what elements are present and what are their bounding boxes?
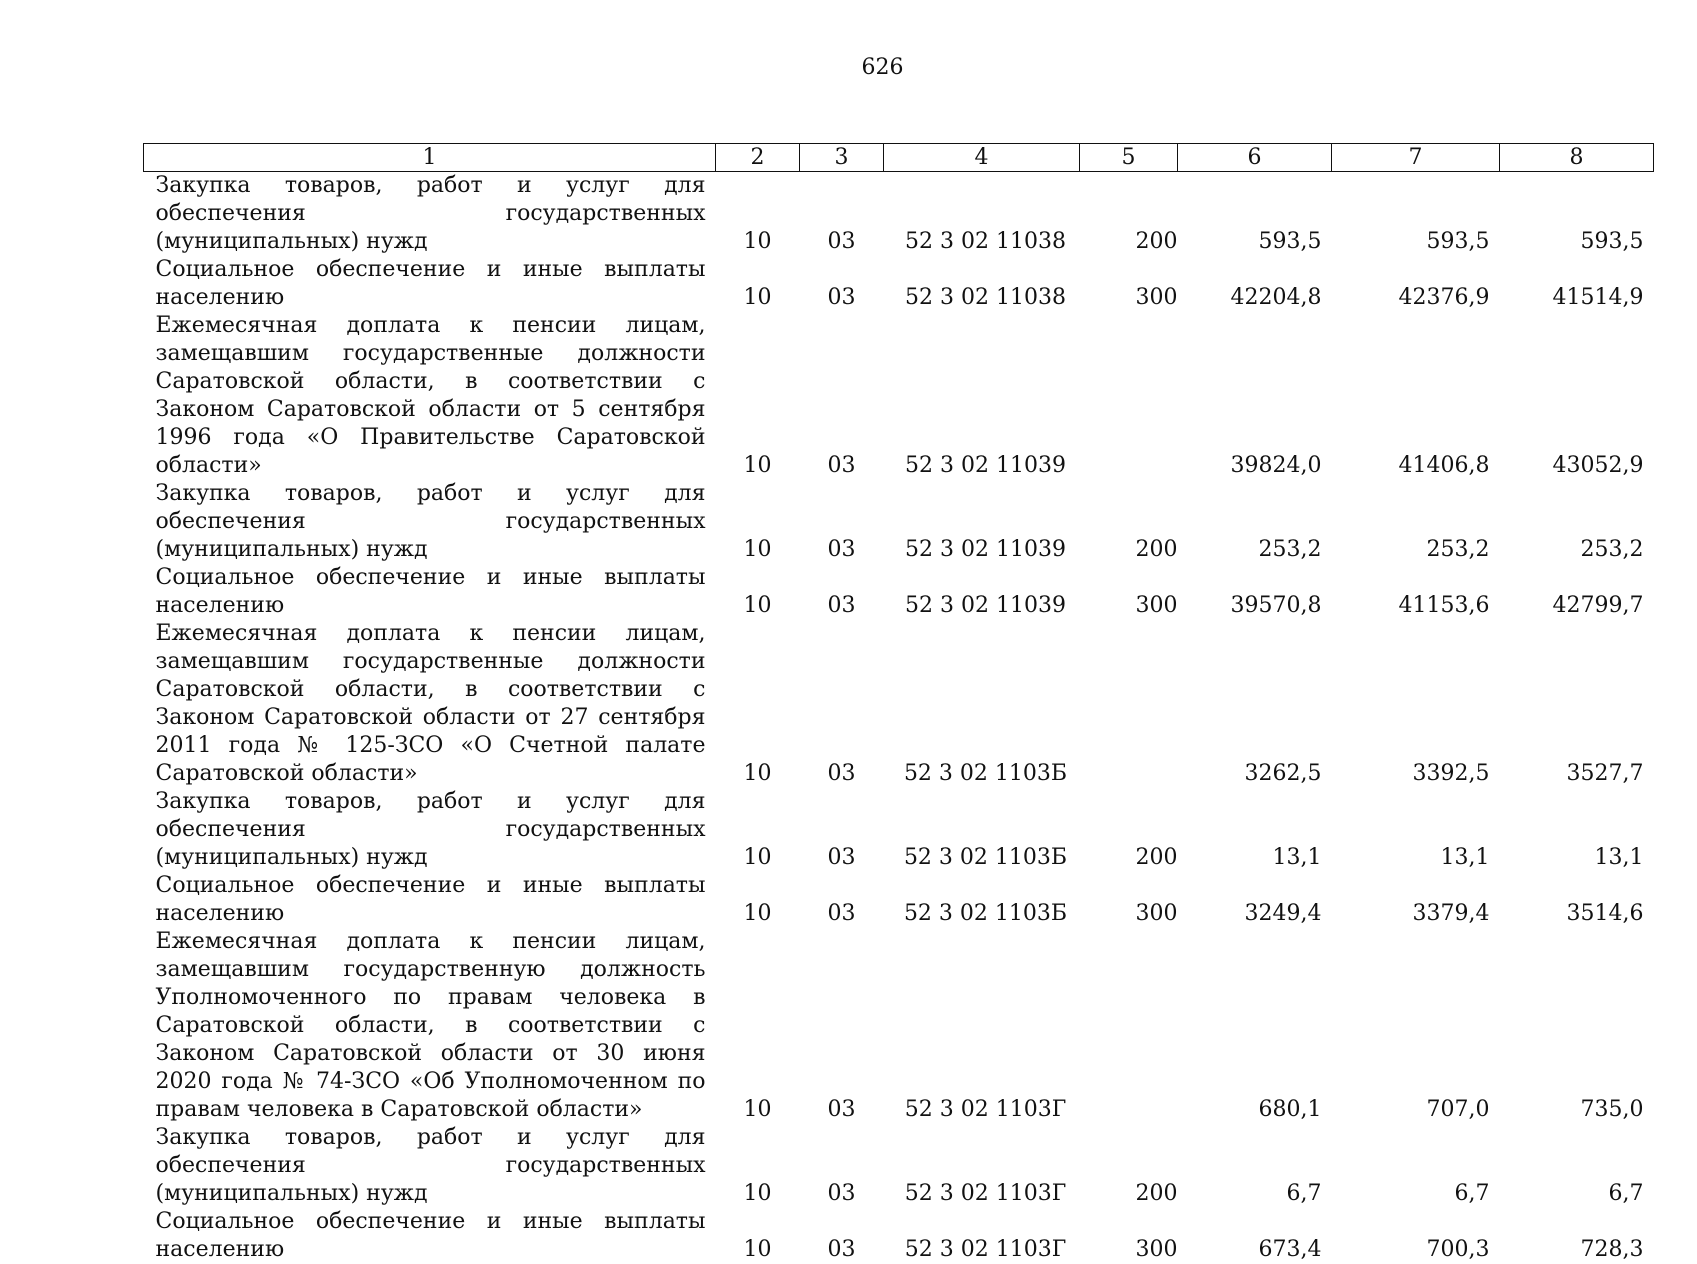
- table-row: [144, 620, 1654, 788]
- page-number: 626: [861, 55, 904, 80]
- amount-col-8: 3527,7: [1566, 761, 1644, 786]
- table-row: [144, 1124, 1654, 1208]
- expense-type-code: 200: [1135, 845, 1178, 870]
- amount-col-6: 3262,5: [1244, 761, 1322, 786]
- amount-col-7: 41153,6: [1398, 593, 1490, 618]
- subsection-code: 03: [827, 285, 856, 310]
- subsection-code: 03: [827, 229, 856, 254]
- column-header-8: 8: [1500, 144, 1654, 172]
- expense-type-code: [1080, 312, 1178, 480]
- column-header-1: 1: [144, 144, 716, 172]
- expense-type-code: [1080, 928, 1178, 1124]
- section-code: 10: [743, 453, 772, 478]
- amount-col-8: 735,0: [1580, 1097, 1644, 1122]
- amount-col-8: 6,7: [1608, 1181, 1644, 1206]
- amount-col-8: 3514,6: [1566, 901, 1644, 926]
- row-description: Социальное обеспечение и иные выплаты населению: [155, 873, 706, 926]
- column-header-6: 6: [1178, 144, 1332, 172]
- amount-col-8: 41514,9: [1552, 285, 1644, 310]
- target-article-code: 52 3 02 1103Б: [903, 761, 1068, 786]
- section-code: 10: [743, 1097, 772, 1122]
- target-article-code: 52 3 02 1103Г: [904, 1097, 1067, 1122]
- row-description: Ежемесячная доплата к пенсии лицам, замещавшим государственные должности Саратовской области, в соответствии с Законом Саратовской области от 5 сентября 1996 года «О Правительстве Саратовской области»: [155, 313, 706, 478]
- budget-table: [143, 143, 1654, 1264]
- target-article-code: 52 3 02 11039: [905, 537, 1066, 562]
- amount-col-7: 700,3: [1426, 1237, 1490, 1262]
- row-description: Социальное обеспечение и иные выплаты населению: [155, 1209, 706, 1262]
- target-article-code: 52 3 02 1103Б: [903, 845, 1068, 870]
- expense-type-code: 200: [1135, 537, 1178, 562]
- section-code: 10: [743, 761, 772, 786]
- expense-type-code: 200: [1135, 1181, 1178, 1206]
- section-code: 10: [743, 593, 772, 618]
- subsection-code: 03: [827, 453, 856, 478]
- amount-col-6: 593,5: [1258, 229, 1322, 254]
- amount-col-7: 3392,5: [1412, 761, 1490, 786]
- subsection-code: 03: [827, 1097, 856, 1122]
- table-row: [144, 312, 1654, 480]
- target-article-code: 52 3 02 11038: [905, 229, 1066, 254]
- target-article-code: 52 3 02 1103Г: [904, 1181, 1067, 1206]
- column-header-5: 5: [1080, 144, 1178, 172]
- amount-col-6: 253,2: [1258, 537, 1322, 562]
- target-article-code: 52 3 02 11039: [905, 453, 1066, 478]
- subsection-code: 03: [827, 537, 856, 562]
- amount-col-7: 253,2: [1426, 537, 1490, 562]
- subsection-code: 03: [827, 761, 856, 786]
- section-code: 10: [743, 1181, 772, 1206]
- row-description: Закупка товаров, работ и услуг для обеспечения государственных (муниципальных) нужд: [155, 789, 706, 870]
- expense-type-code: 300: [1135, 593, 1178, 618]
- table-row: [144, 788, 1654, 872]
- amount-col-7: 593,5: [1426, 229, 1490, 254]
- row-description: Социальное обеспечение и иные выплаты населению: [155, 565, 706, 618]
- table-row: [144, 256, 1654, 312]
- subsection-code: 03: [827, 1237, 856, 1262]
- column-header-7: 7: [1332, 144, 1500, 172]
- section-code: 10: [743, 285, 772, 310]
- amount-col-7: 6,7: [1454, 1181, 1490, 1206]
- subsection-code: 03: [827, 593, 856, 618]
- expense-type-code: 300: [1135, 1237, 1178, 1262]
- amount-col-8: 728,3: [1580, 1237, 1644, 1262]
- amount-col-6: 6,7: [1286, 1181, 1322, 1206]
- expense-type-code: 200: [1135, 229, 1178, 254]
- table-row: [144, 480, 1654, 564]
- column-header-2: 2: [716, 144, 800, 172]
- section-code: 10: [743, 537, 772, 562]
- amount-col-8: 42799,7: [1552, 593, 1644, 618]
- expense-type-code: 300: [1135, 901, 1178, 926]
- section-code: 10: [743, 901, 772, 926]
- amount-col-6: 3249,4: [1244, 901, 1322, 926]
- section-code: 10: [743, 845, 772, 870]
- amount-col-6: 673,4: [1258, 1237, 1322, 1262]
- amount-col-7: 42376,9: [1398, 285, 1490, 310]
- amount-col-8: 253,2: [1580, 537, 1644, 562]
- row-description: Закупка товаров, работ и услуг для обеспечения государственных (муниципальных) нужд: [155, 173, 706, 254]
- row-description: Социальное обеспечение и иные выплаты населению: [155, 257, 706, 310]
- table-row: [144, 172, 1654, 257]
- amount-col-7: 41406,8: [1398, 453, 1490, 478]
- amount-col-7: 3379,4: [1412, 901, 1490, 926]
- amount-col-7: 707,0: [1426, 1097, 1490, 1122]
- target-article-code: 52 3 02 1103Б: [903, 901, 1068, 926]
- amount-col-7: 13,1: [1440, 845, 1490, 870]
- expense-type-code: 300: [1135, 285, 1178, 310]
- section-code: 10: [743, 1237, 772, 1262]
- row-description: Ежемесячная доплата к пенсии лицам, замещавшим государственную должность Уполномоченного по правам человека в Саратовской области, в соответствии с Законом Саратовской области от 30 июня 2020 года № 74-ЗСО «Об Уполномоченном по правам человека в Саратовской области»: [155, 929, 706, 1122]
- amount-col-6: 42204,8: [1230, 285, 1322, 310]
- row-description: Закупка товаров, работ и услуг для обеспечения государственных (муниципальных) нужд: [155, 481, 706, 562]
- amount-col-8: 43052,9: [1552, 453, 1644, 478]
- amount-col-6: 680,1: [1258, 1097, 1322, 1122]
- subsection-code: 03: [827, 901, 856, 926]
- amount-col-8: 593,5: [1580, 229, 1644, 254]
- amount-col-8: 13,1: [1594, 845, 1644, 870]
- row-description: Закупка товаров, работ и услуг для обеспечения государственных (муниципальных) нужд: [155, 1125, 706, 1206]
- column-header-4: 4: [884, 144, 1080, 172]
- table-row: [144, 928, 1654, 1124]
- table-row: [144, 872, 1654, 928]
- row-description: Ежемесячная доплата к пенсии лицам, замещавшим государственные должности Саратовской области, в соответствии с Законом Саратовской области от 27 сентября 2011 года № 125-ЗСО «О Счетной палате Саратовской области»: [155, 621, 706, 786]
- target-article-code: 52 3 02 11039: [905, 593, 1066, 618]
- table-row: [144, 1208, 1654, 1264]
- subsection-code: 03: [827, 845, 856, 870]
- amount-col-6: 39824,0: [1230, 453, 1322, 478]
- table-row: [144, 564, 1654, 620]
- target-article-code: 52 3 02 11038: [905, 285, 1066, 310]
- amount-col-6: 39570,8: [1230, 593, 1322, 618]
- section-code: 10: [743, 229, 772, 254]
- amount-col-6: 13,1: [1272, 845, 1322, 870]
- subsection-code: 03: [827, 1181, 856, 1206]
- table-header-row: [144, 144, 1654, 172]
- column-header-3: 3: [800, 144, 884, 172]
- target-article-code: 52 3 02 1103Г: [904, 1237, 1067, 1262]
- expense-type-code: [1080, 620, 1178, 788]
